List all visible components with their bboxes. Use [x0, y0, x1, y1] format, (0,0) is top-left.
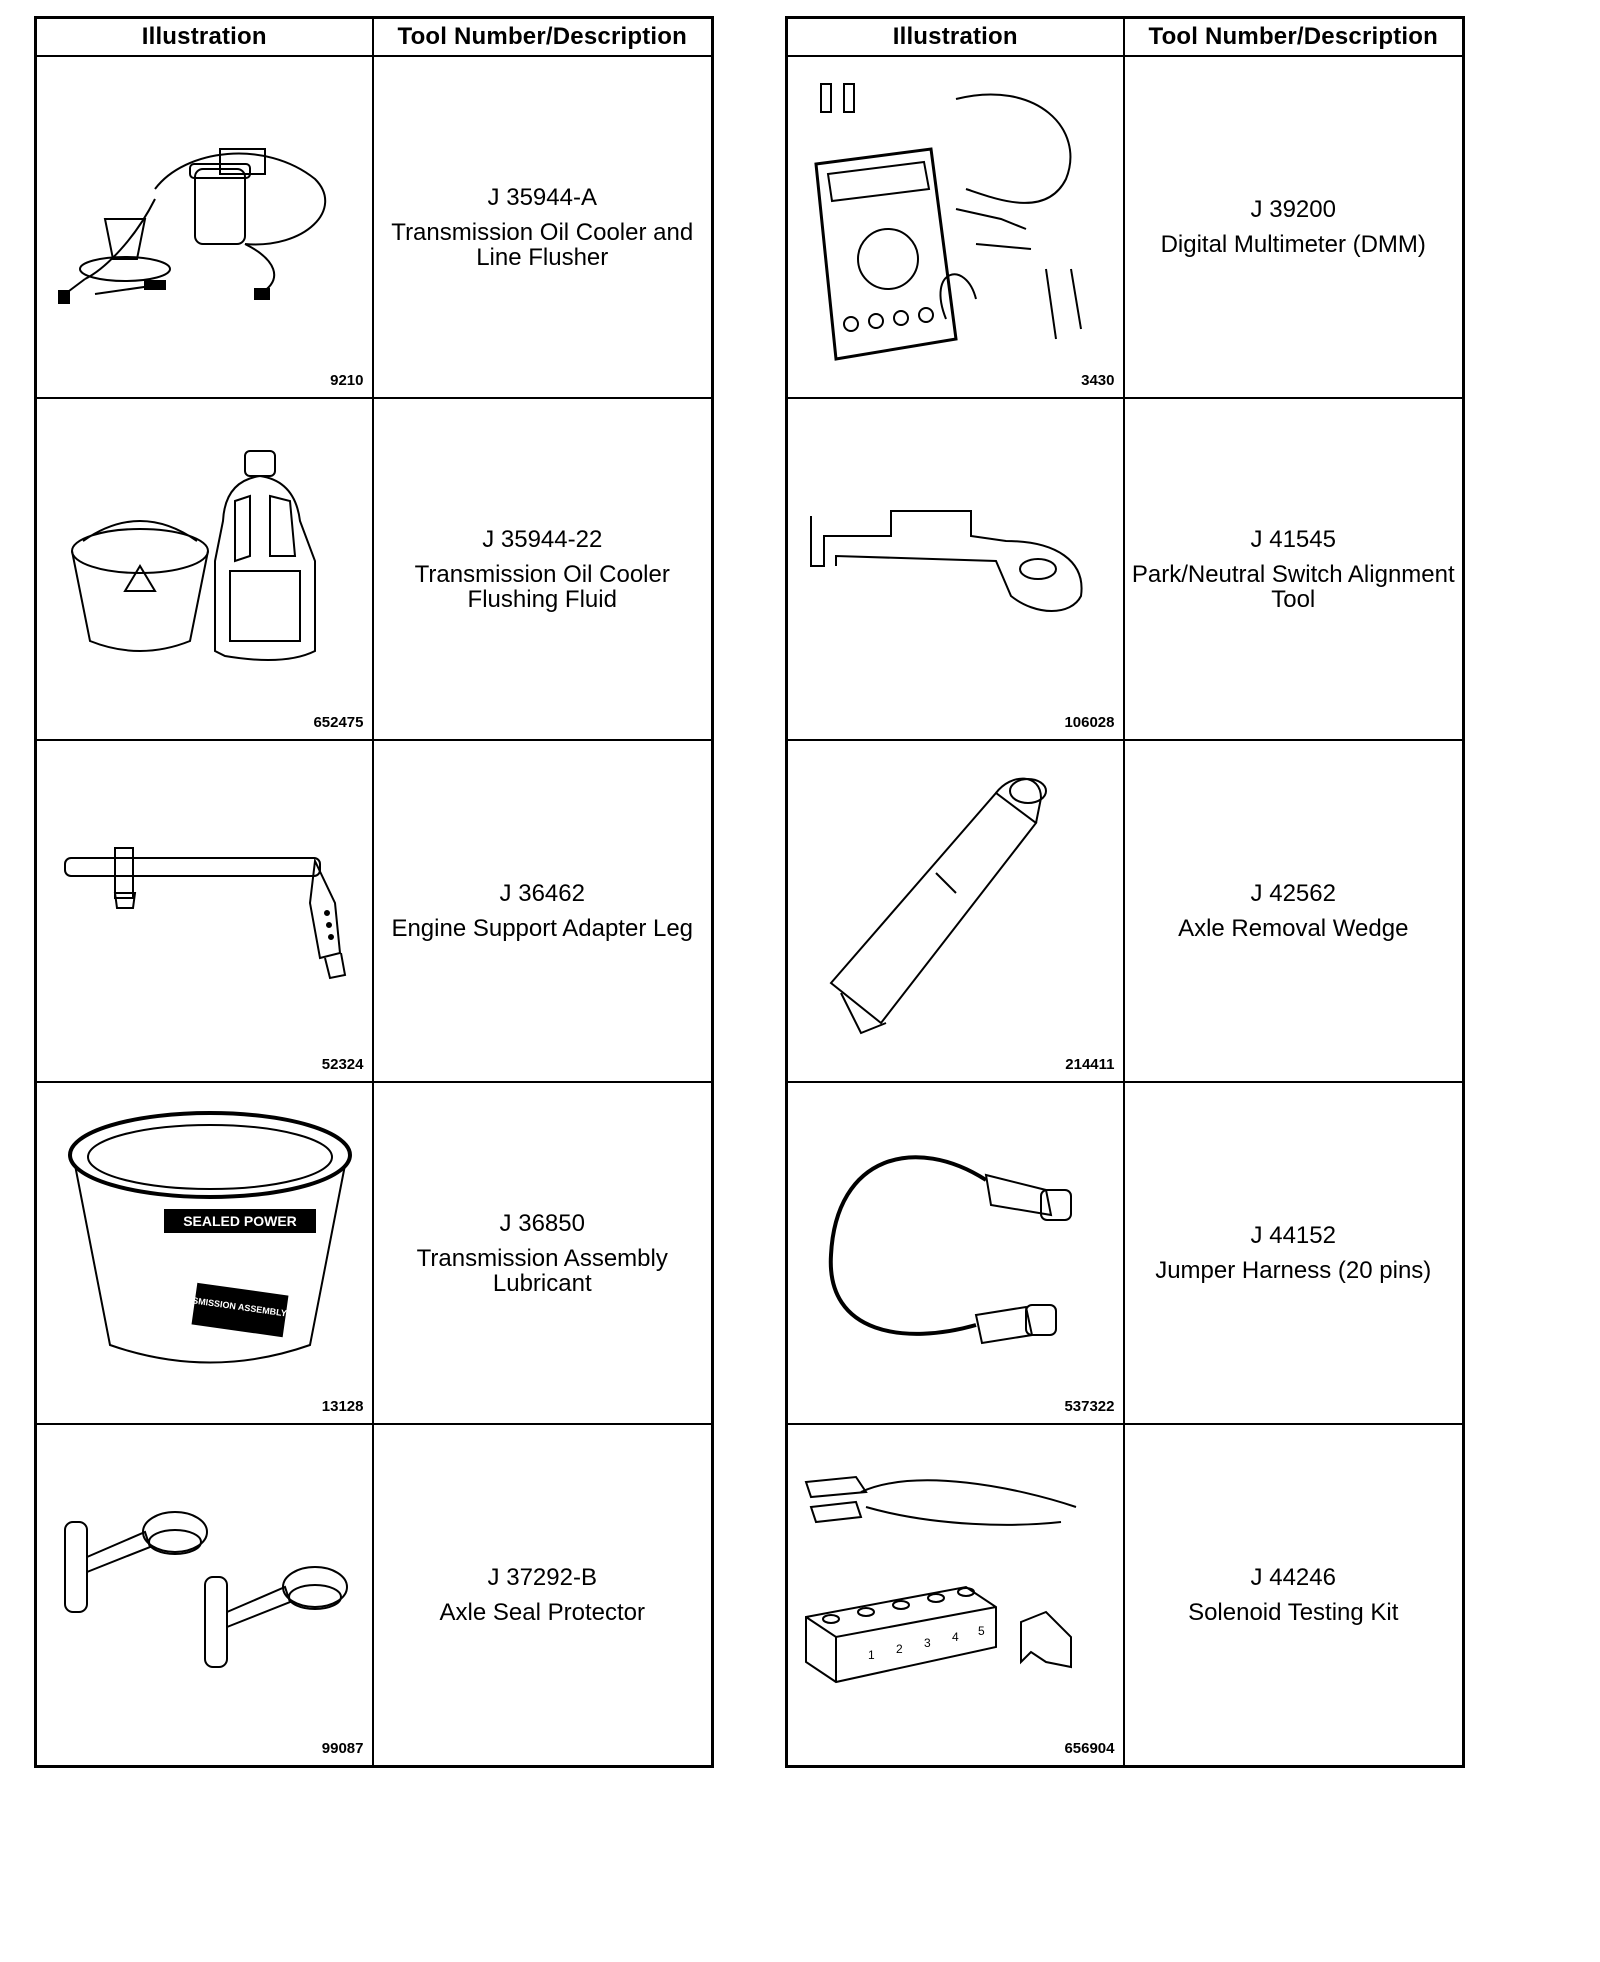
illustration-cell [36, 398, 373, 740]
oil-cooler-flusher-drawing [45, 69, 365, 369]
illustration-header: Illustration [36, 18, 373, 57]
tool-description: Axle Seal Protector [439, 1599, 645, 1626]
flushing-fluid-drawing [45, 411, 365, 711]
seal-protector-drawing [45, 1437, 365, 1737]
description-cell [373, 740, 713, 1082]
illustration-cell [36, 1082, 373, 1424]
illustration-cell [787, 740, 1124, 1082]
illustration-cell [787, 1082, 1124, 1424]
jumper-harness-drawing [796, 1095, 1116, 1395]
table-row [787, 740, 1464, 1082]
svg-text:SEALED POWER: SEALED POWER [183, 1213, 297, 1229]
description-cell [373, 1424, 713, 1767]
illustration-cell [787, 56, 1124, 398]
alignment-tool-drawing [796, 411, 1116, 711]
tool-description: Digital Multimeter (DMM) [1160, 231, 1426, 258]
illustration-cell [787, 398, 1124, 740]
svg-text:4: 4 [952, 1630, 959, 1644]
tool-description: Solenoid Testing Kit [1188, 1599, 1399, 1626]
table-row [787, 1082, 1464, 1424]
description-cell [373, 398, 713, 740]
table-row [36, 1424, 713, 1767]
solenoid-kit-drawing [796, 1437, 1116, 1737]
description-cell [1124, 1082, 1464, 1424]
tool-number: J 36462 [499, 880, 585, 907]
tool-number: J 42562 [1250, 880, 1336, 907]
svg-text:TRANSMISSION ASSEMBLY LUBE: TRANSMISSION ASSEMBLY LUBE [166, 1291, 314, 1323]
figure-number: 537322 [1064, 1398, 1115, 1415]
tool-number: J 39200 [1250, 196, 1336, 223]
tool-description: Axle Removal Wedge [1178, 915, 1409, 942]
figure-number: 52324 [321, 1056, 364, 1073]
tool-number: J 37292-B [487, 1564, 597, 1591]
tool-number: J 35944-22 [482, 525, 603, 553]
figure-number: 13128 [321, 1398, 364, 1415]
tools-table-left [34, 16, 714, 1768]
tool-number: J 41545 [1250, 525, 1336, 553]
svg-text:3: 3 [924, 1636, 931, 1650]
tool-header: Tool Number/Description [1124, 18, 1464, 57]
illustration-cell [36, 1424, 373, 1767]
table-row [787, 1424, 1464, 1767]
table-row [36, 56, 713, 398]
illustration-header: Illustration [787, 18, 1124, 57]
description-cell [1124, 740, 1464, 1082]
figure-number: 9210 [330, 372, 364, 389]
svg-text:2: 2 [896, 1642, 903, 1656]
svg-text:1: 1 [868, 1648, 875, 1662]
illustration-cell [36, 56, 373, 398]
table-row [787, 56, 1464, 398]
illustration-cell [787, 1424, 1124, 1767]
tool-header: Tool Number/Description [373, 18, 713, 57]
tool-description: Transmission Oil Cooler and Line Flusher [391, 218, 694, 271]
figure-number: 106028 [1064, 714, 1115, 731]
tool-description: Jumper Harness (20 pins) [1155, 1257, 1432, 1284]
tool-description: Engine Support Adapter Leg [391, 915, 694, 942]
lubricant-tub-drawing [45, 1095, 365, 1395]
tool-number: J 44152 [1250, 1222, 1336, 1249]
description-cell [373, 1082, 713, 1424]
table-row [36, 740, 713, 1082]
figure-number: 652475 [313, 714, 364, 731]
tool-number: J 36850 [499, 1209, 585, 1237]
tool-description: Transmission Oil Cooler Flushing Fluid [414, 560, 670, 613]
multimeter-drawing [796, 69, 1116, 369]
tools-table-right [785, 16, 1465, 1768]
svg-text:5: 5 [978, 1624, 985, 1638]
adapter-leg-drawing [45, 753, 365, 1053]
tool-description: Park/Neutral Switch Alignment Tool [1131, 560, 1455, 613]
table-row [787, 398, 1464, 740]
table-row [36, 398, 713, 740]
axle-wedge-drawing [796, 753, 1116, 1053]
tool-description: Transmission Assembly Lubricant [416, 1244, 668, 1297]
description-cell [1124, 398, 1464, 740]
figure-number: 99087 [321, 1740, 364, 1757]
description-cell [1124, 1424, 1464, 1767]
figure-number: 3430 [1081, 372, 1115, 389]
figure-number: 214411 [1065, 1056, 1115, 1073]
illustration-cell [36, 740, 373, 1082]
figure-number: 656904 [1064, 1740, 1115, 1757]
description-cell [1124, 56, 1464, 398]
tool-number: J 44246 [1250, 1564, 1336, 1591]
description-cell [373, 56, 713, 398]
tool-number: J 35944-A [487, 183, 597, 211]
table-row [36, 1082, 713, 1424]
